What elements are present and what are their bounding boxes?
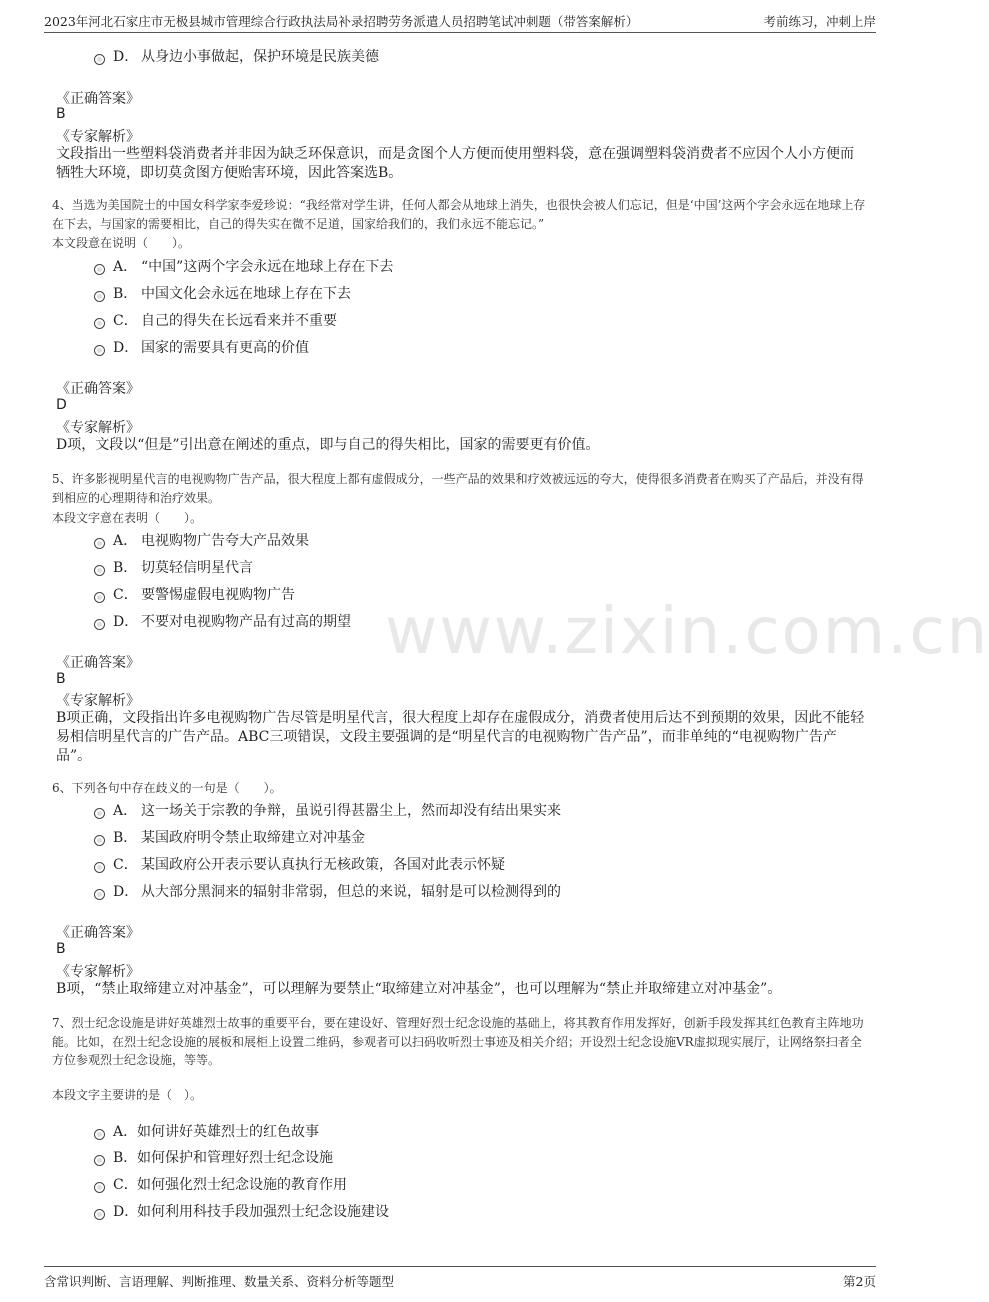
radio-icon[interactable] xyxy=(94,54,105,65)
radio-icon[interactable] xyxy=(94,889,105,900)
q5-option-c[interactable]: C． 要警惕虚假电视购物广告 xyxy=(94,584,295,604)
page-number: 第2页 xyxy=(843,1274,876,1289)
page-header xyxy=(44,10,876,33)
q7-option-b[interactable]: B．如何保护和管理好烈士纪念设施 xyxy=(94,1147,333,1167)
answer-label: 《正确答案》 xyxy=(56,381,140,397)
q6-option-a[interactable]: A． 这一场关于宗教的争辩，虽说引得甚嚣尘上，然而却没有结出果实来 xyxy=(94,800,561,820)
q4-option-a[interactable]: A． “中国”这两个字会永远在地球上存在下去 xyxy=(94,256,393,276)
radio-icon[interactable] xyxy=(94,862,105,873)
analysis-label: 《专家解析》 xyxy=(56,693,140,709)
q7-option-c[interactable]: C．如何强化烈士纪念设施的教育作用 xyxy=(94,1174,347,1194)
q4-option-d[interactable]: D． 国家的需要具有更高的价值 xyxy=(94,337,309,357)
q4-stem: 4、当选为美国院士的中国女科学家李爱珍说：“我经常对学生讲，任何人都会从地球上消失，也很快会被人们忘记，但是‘中国’这两个字会永远在地球上存在下去，与国家的需要相比，自己的得失实在微不足道，国家给我们的，我们永远不能忘记。” xyxy=(52,198,866,231)
q6-option-d[interactable]: D． 从大部分黑洞来的辐射非常弱，但总的来说，辐射是可以检测得到的 xyxy=(94,881,561,901)
q7-option-a[interactable]: A．如何讲好英雄烈士的红色故事 xyxy=(94,1121,319,1141)
radio-icon[interactable] xyxy=(94,538,105,549)
analysis-label: 《专家解析》 xyxy=(56,964,140,980)
document-title: 2023年河北石家庄市无极县城市管理综合行政执法局补录招聘劳务派遣人员招聘笔试冲刺题（带答案解析） xyxy=(44,14,639,29)
q6-option-c[interactable]: C． 某国政府公开表示要认真执行无核政策，各国对此表示怀疑 xyxy=(94,854,505,874)
q3-answer: B xyxy=(56,106,66,122)
radio-icon[interactable] xyxy=(94,1155,105,1166)
radio-icon[interactable] xyxy=(94,345,105,356)
radio-icon[interactable] xyxy=(94,619,105,630)
answer-label: 《正确答案》 xyxy=(56,91,140,107)
radio-icon[interactable] xyxy=(94,264,105,275)
radio-icon[interactable] xyxy=(94,318,105,329)
q5-option-a[interactable]: A． 电视购物广告夸大产品效果 xyxy=(94,530,309,550)
watermark: www.zixin.com.cn xyxy=(385,595,989,669)
q6-answer: B xyxy=(56,941,66,957)
radio-icon[interactable] xyxy=(94,291,105,302)
q6-analysis: B项，“禁止取缔建立对冲基金”，可以理解为要禁止“取缔建立对冲基金”，也可以理解为“禁止并取缔建立对冲基金”。 xyxy=(56,981,782,997)
q3-analysis: 文段指出一些塑料袋消费者并非因为缺乏环保意识，而是贪图个人方便而使用塑料袋，意在强调塑料袋消费者不应因个人小方便而牺牲大环境，即切莫贪图方便贻害环境，因此答案选B。 xyxy=(56,146,854,181)
analysis-label: 《专家解析》 xyxy=(56,129,140,145)
q4-answer: D xyxy=(56,397,67,413)
q5-analysis: B项正确，文段指出许多电视购物广告尽管是明星代言，很大程度上却存在虚假成分，消费者使用后达不到预期的效果，因此不能轻易相信明星代言的广告产品。ABC三项错误，文段主要强调的是“明星代言的电视购物广告产品”，而非单纯的“电视购物广告产品”。 xyxy=(56,710,865,764)
analysis-label: 《专家解析》 xyxy=(56,420,140,436)
q7-stem: 7、烈士纪念设施是讲好英雄烈士故事的重要平台，要在建设好、管理好烈士纪念设施的基础上，将其教育作用发挥好，创新手段发挥其红色教育主阵地功能。比如，在烈士纪念设施的展板和展柜上设置二维码，参观者可以扫码收听烈士事迹及相关介绍；开设烈士纪念设施VR虚拟现实展厅，让网络祭扫者全方位参观烈士纪念设施，等等。 xyxy=(52,1016,864,1067)
q5-prompt: 本段文字意在表明（ ）。 xyxy=(52,511,203,525)
radio-icon[interactable] xyxy=(94,1209,105,1220)
q6-option-b[interactable]: B． 某国政府明令禁止取缔建立对冲基金 xyxy=(94,827,365,847)
footer-note: 含常识判断、言语理解、判断推理、数量关系、资料分析等题型 xyxy=(44,1274,395,1289)
radio-icon[interactable] xyxy=(94,592,105,603)
page-footer xyxy=(44,1266,876,1293)
q3-option-d[interactable]: D． 从身边小事做起，保护环境是民族美德 xyxy=(94,46,379,66)
q4-option-b[interactable]: B． 中国文化会永远在地球上存在下去 xyxy=(94,283,351,303)
header-slogan: 考前练习，冲刺上岸 xyxy=(763,14,876,29)
q4-analysis: D项，文段以“但是”引出意在阐述的重点，即与自己的得失相比，国家的需要更有价值。 xyxy=(56,437,600,453)
q4-prompt: 本文段意在说明（ ）。 xyxy=(52,236,191,250)
q7-option-d[interactable]: D．如何利用科技手段加强烈士纪念设施建设 xyxy=(94,1201,389,1221)
radio-icon[interactable] xyxy=(94,565,105,576)
radio-icon[interactable] xyxy=(94,1129,105,1140)
q6-stem: 6、下列各句中存在歧义的一句是（ ）。 xyxy=(52,781,282,795)
radio-icon[interactable] xyxy=(94,808,105,819)
q4-option-c[interactable]: C． 自己的得失在长远看来并不重要 xyxy=(94,310,337,330)
q7-prompt: 本段文字主要讲的是（ ）。 xyxy=(52,1088,203,1102)
q5-option-b[interactable]: B． 切莫轻信明星代言 xyxy=(94,557,253,577)
q5-option-d[interactable]: D． 不要对电视购物产品有过高的期望 xyxy=(94,611,351,631)
answer-label: 《正确答案》 xyxy=(56,925,140,941)
answer-label: 《正确答案》 xyxy=(56,655,140,671)
radio-icon[interactable] xyxy=(94,1182,105,1193)
radio-icon[interactable] xyxy=(94,835,105,846)
q5-answer: B xyxy=(56,671,66,687)
q5-stem: 5、许多影视明星代言的电视购物广告产品，很大程度上都有虚假成分，一些产品的效果和疗效被远远的夸大，使得很多消费者在购买了产品后，并没有得到相应的心理期待和治疗效果。 xyxy=(52,472,864,505)
